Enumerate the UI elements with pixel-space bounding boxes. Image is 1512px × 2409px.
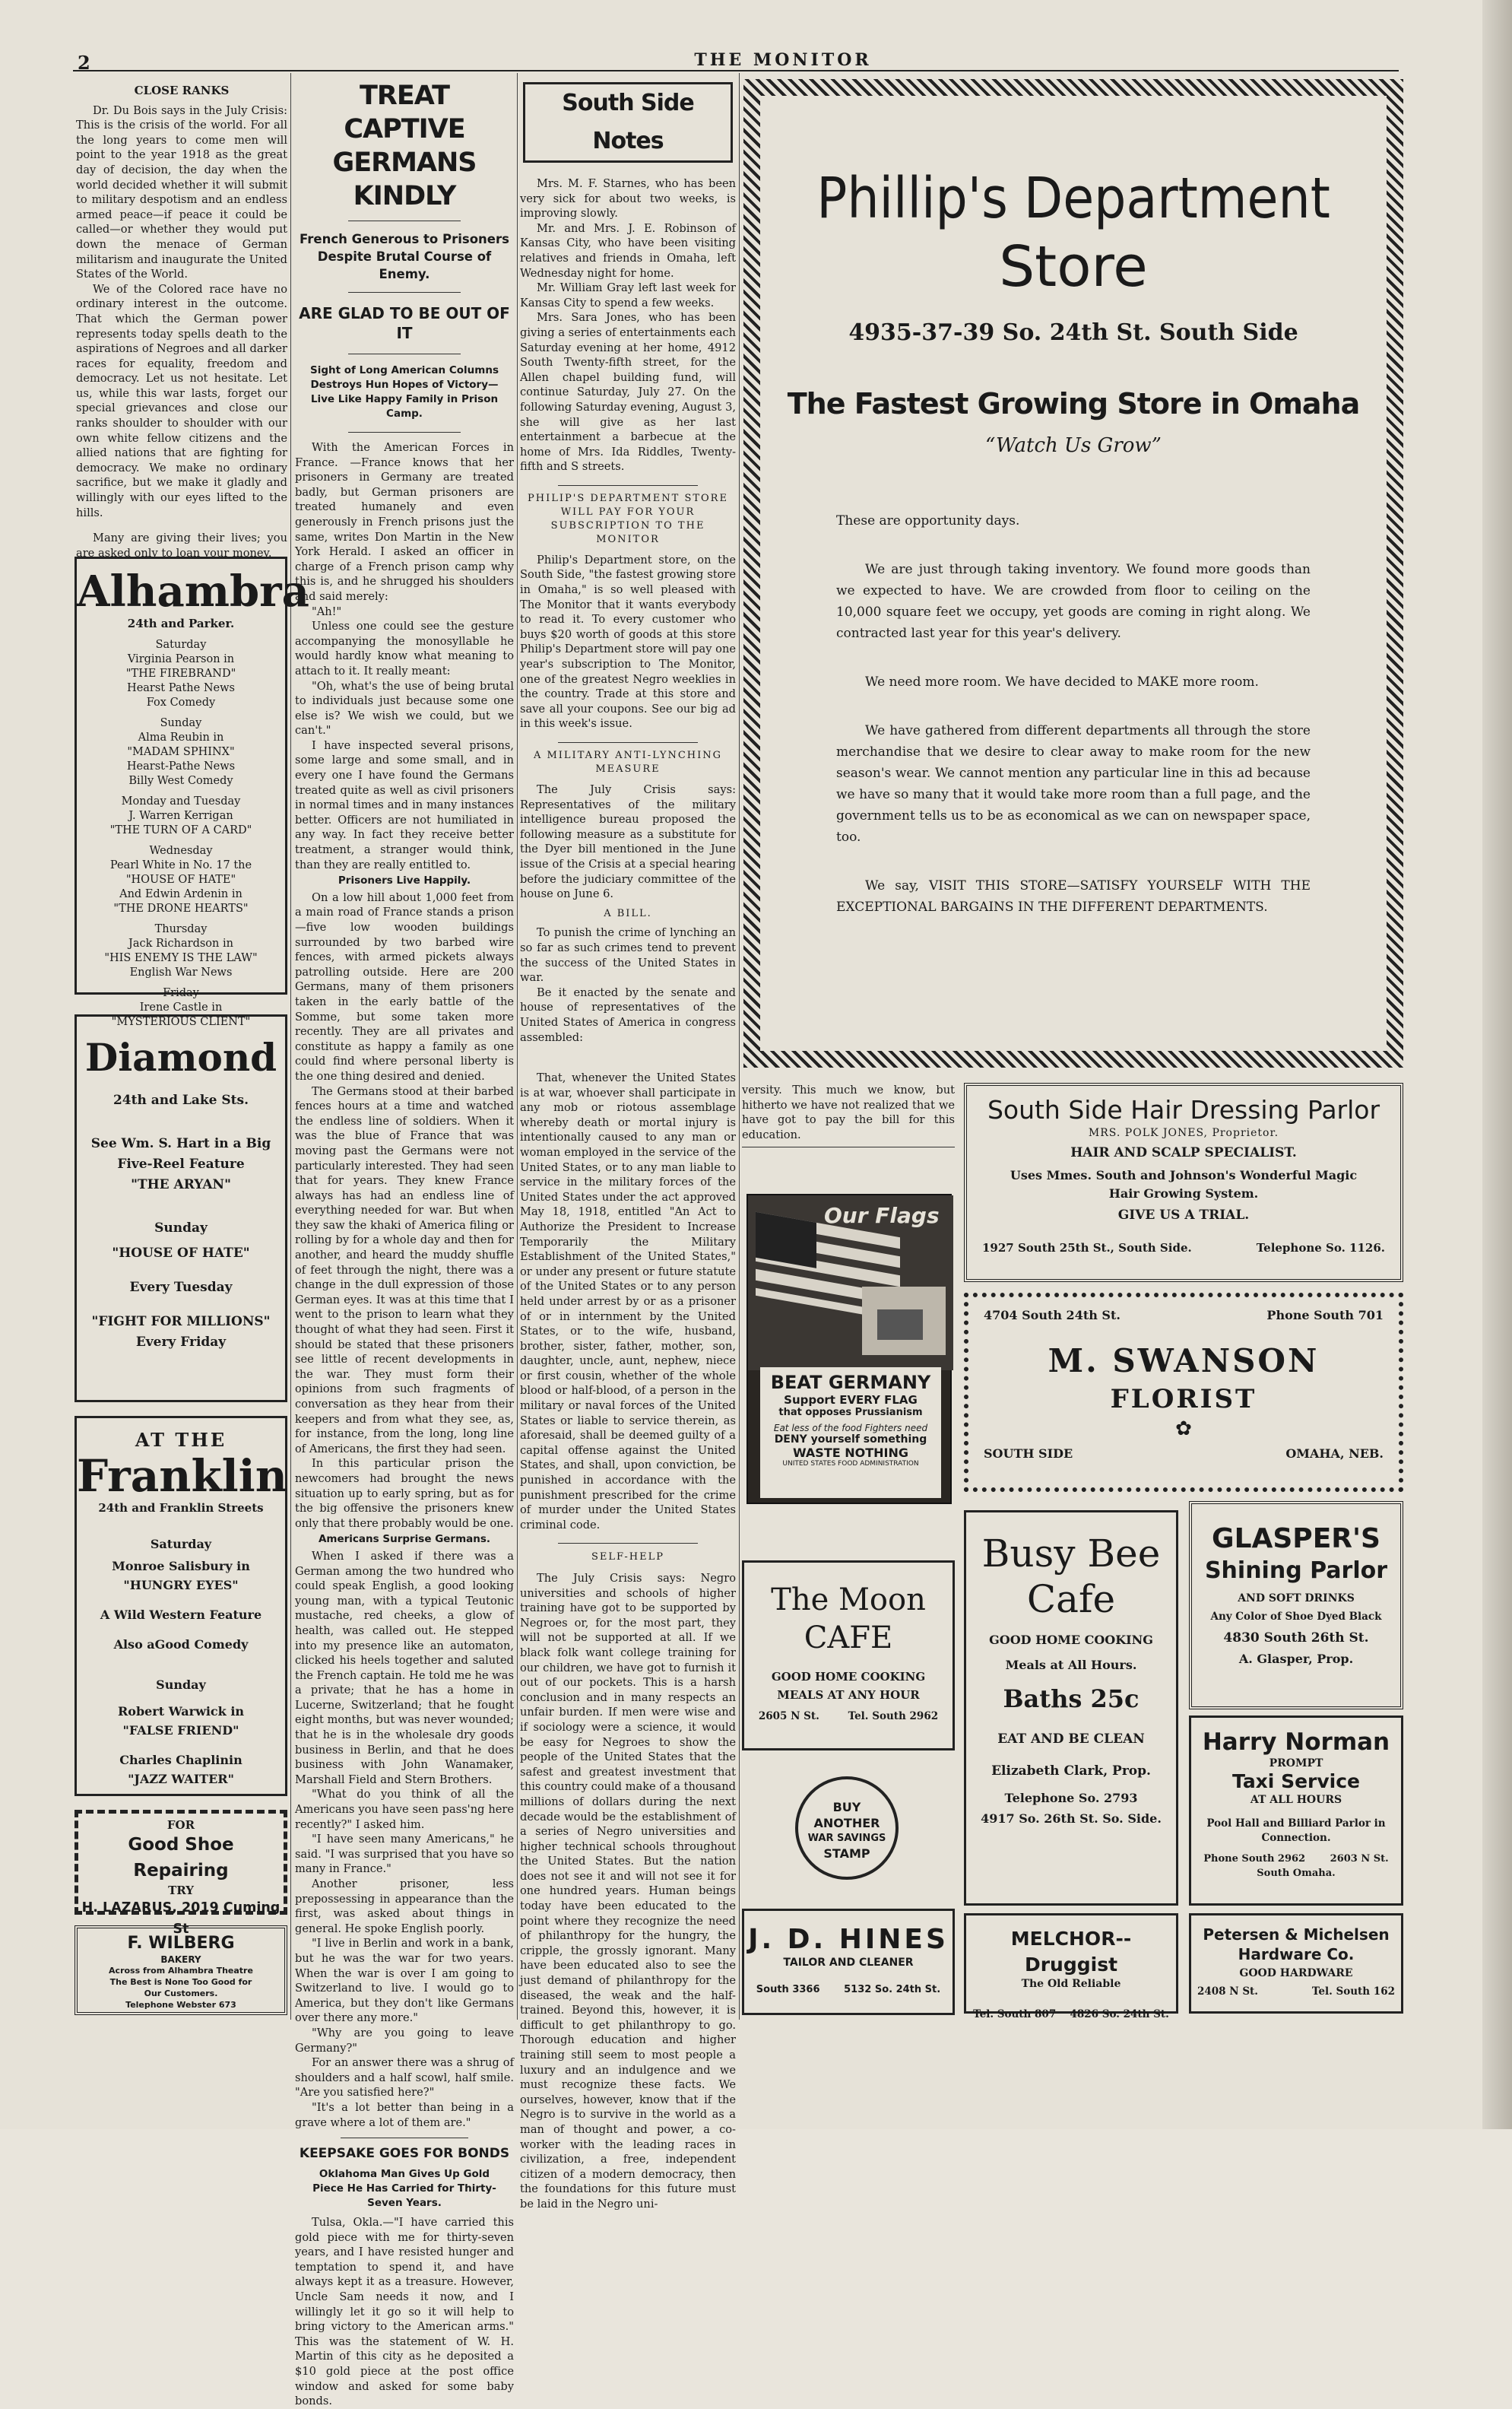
ad-contact: [984, 1308, 1384, 1322]
program-line: Sunday: [154, 1220, 208, 1236]
program-line: "HOUSE OF HATE": [125, 874, 236, 886]
article-title: CLOSE RANKS: [134, 84, 230, 97]
header-rule: [73, 70, 1399, 71]
lynching-bill-article: [520, 1071, 736, 2211]
poster-line: WASTE NOTHING: [792, 1446, 909, 1460]
ad-phone: Telephone So. 2793: [1004, 1791, 1138, 1805]
ad-line: Uses Mmes. South and Johnson's Wonderful Magic Hair Growing System.: [1010, 1168, 1358, 1201]
theater-name: Franklin: [77, 1450, 287, 1502]
badge-line: BUY: [832, 1800, 861, 1814]
article-subhead: Americans Surprise Germans.: [318, 1533, 491, 1546]
column-rule: [517, 73, 518, 2020]
ad-phone: Phone South 2962: [1203, 1853, 1306, 1865]
program-line: English War News: [129, 966, 233, 979]
ad-phone: Tel. South 162: [1311, 1985, 1395, 1998]
program-line: Alma Reubin in: [138, 732, 224, 744]
ad-line: South Omaha.: [1257, 1868, 1336, 1879]
theater-address: 24th and Franklin Streets: [98, 1501, 264, 1515]
ad-line: Across from Alhambra Theatre: [109, 1966, 253, 1976]
badge-line: STAMP: [823, 1846, 870, 1861]
program-line: Virginia Pearson in: [127, 653, 235, 665]
program-line: "JAZZ WAITER": [128, 1772, 234, 1786]
ad-headline: CAFE: [804, 1620, 893, 1655]
article-paragraph: In this particular prison the newcomers had brought the news situation up to early spring, but as for the big offensive the prisoners knew only that there probably would be one.: [295, 1457, 514, 1530]
ad-line: TAILOR AND CLEANER: [783, 1957, 914, 1969]
ad-line: AT ALL HOURS: [1250, 1794, 1342, 1806]
article-paragraph: When I asked if there was a German among the two hundred who could speak English, a good looking young man, with a typical Teutonic mustache, red cheeks, a glow of health, was called out. He stepped into my presence like an automaton, clicked his heels together and saluted the French captain. He told me he was a private; that he has a home in Lucerne, Switzerland; that he fought eight months, but was never wounded; that he is in the wholesale dry goods business in Berlin, and that he does business with John Wanamaker, Marshall Field and Stern Brothers.: [295, 1549, 515, 1786]
poster-line: DENY yourself something: [774, 1433, 927, 1446]
ad-headline: Busy Bee: [981, 1531, 1161, 1576]
ad-headline: Shining Parlor: [1204, 1557, 1388, 1584]
ad-line: MEALS AT ANY HOUR: [777, 1688, 920, 1702]
harry-norman-taxi-ad: [1189, 1716, 1403, 1906]
ad-address: 4830 South 26th St.: [1223, 1630, 1369, 1646]
article-paragraph: "Ah!": [312, 605, 342, 618]
ad-line: The Old Reliable: [1021, 1978, 1121, 1990]
article-headline: TREAT CAPTIVE: [344, 81, 465, 144]
south-side-notes-column: [520, 82, 736, 1071]
program-line: Billy West Comedy: [128, 775, 233, 787]
article-deck: French Generous to Prisoners Despite Brutal Course of Enemy.: [300, 232, 509, 281]
program-line: "FALSE FRIEND": [122, 1723, 239, 1738]
poster-line: UNITED STATES FOOD ADMINISTRATION: [782, 1460, 919, 1468]
program-line: "HOUSE OF HATE": [112, 1246, 250, 1261]
divider: [558, 742, 698, 743]
article-paragraph: With the American Forces in France. —France knows that her prisoners in Germany are treated badly, but German prisoners are treated humanely and even generously in French prisons just the same, writes Don Martin in the New York Herald. I asked an officer in charge of a French prison camp why this is, and he shrugged his shoulders and said merely:: [295, 441, 514, 603]
self-help-continuation: [742, 1083, 955, 1159]
franklin-ad: [74, 1416, 287, 1796]
alhambra-ad: [74, 557, 309, 1028]
theater-name: Diamond: [84, 1035, 277, 1080]
ad-contact: [744, 1710, 953, 1722]
badge-line: ANOTHER: [813, 1816, 880, 1830]
ad-line: Telephone Webster 673: [125, 2000, 236, 2010]
poster-caption: [760, 1367, 941, 1498]
ad-phone: South 3366: [756, 1984, 820, 1995]
poster-title: Our Flags: [824, 1203, 940, 1228]
store-slogan: The Fastest Growing Store in Omaha: [787, 387, 1360, 421]
glaspers-shining-parlor-ad: [1189, 1501, 1403, 1709]
program-line: Monday and Tuesday: [121, 795, 241, 808]
theater-program: [77, 638, 285, 1030]
program-line: Jack Richardson in: [128, 938, 233, 950]
program-line: "THE ARYAN": [131, 1177, 231, 1192]
program-line: "THE DRONE HEARTS": [113, 903, 249, 915]
ad-address: 1927 South 25th St., South Side.: [982, 1241, 1192, 1255]
article-paragraph: "It's a lot better than being in a grave where a lot of them are.": [295, 2100, 514, 2129]
ad-headline: F. WILBERG: [127, 1934, 235, 1953]
article-paragraph: To punish the crime of lynching an so far as such crimes tend to prevent the success of the United States in war.: [520, 926, 736, 985]
article-paragraph: We of the Colored race have no ordinary interest in the outcome. That which the German power represents today spells death to the aspirations of Negroes and all darker races for equality, freedom and democracy. Let us not hesitate. Let us, while this war lasts, forget our special grievances and close our ranks shoulder to shoulder with our own white fellow citizens and the allied nations that are fighting for democracy. We make no ordinary sacrifice, but we make it gladly and willingly with our eyes lifted to the hills.: [76, 282, 287, 519]
busy-bee-cafe-ad: [964, 1510, 1178, 1906]
ad-line: AND SOFT DRINKS: [1238, 1592, 1355, 1604]
ad-line: GIVE US A TRIAL.: [1117, 1208, 1250, 1223]
ad-headline: GLASPER'S: [1212, 1523, 1380, 1554]
ad-line: FOR: [166, 1818, 195, 1832]
poster-line: Eat less of the food Fighters need: [773, 1423, 928, 1433]
article-paragraph: "Why are you going to leave Germany?": [295, 2026, 514, 2055]
ad-contact: [744, 1984, 953, 1995]
article-deck: Oklahoma Man Gives Up Gold Piece He Has Carried for Thirty-Seven Years.: [312, 2168, 496, 2210]
ad-line: TRY: [168, 1884, 194, 1897]
program-line: Every Tuesday: [129, 1280, 233, 1295]
article-paragraph: The July Crisis says: Representatives of the military intelligence bureau proposed the following measure as a substitute for the Dyer bill mentioned in the June issue of the Crisis at a special hearing before the judiciary committee of the house on June 6.: [520, 783, 736, 901]
article-paragraph: Unless one could see the gesture accompanying the monosyllable he would hardly know what meaning to attach to it. It really meant:: [295, 620, 514, 678]
program-line: Pearl White in No. 17 the: [109, 859, 252, 871]
ad-line: BAKERY: [160, 1954, 201, 1965]
theater-name: Alhambra: [77, 567, 309, 617]
diamond-ad: [74, 1014, 287, 1402]
program-line: Sunday: [156, 1677, 206, 1692]
program-line: See Wm. S. Hart in a Big: [90, 1136, 271, 1151]
program-line: "FIGHT FOR MILLIONS": [91, 1314, 271, 1329]
ad-phone: Tel. South 807: [973, 2008, 1057, 2020]
program-line: "HIS ENEMY IS THE LAW": [104, 952, 258, 964]
ad-phone: Phone South 701: [1266, 1308, 1384, 1322]
theater-kicker: AT THE: [135, 1429, 227, 1451]
program-line: Charles Chaplinin: [119, 1753, 242, 1767]
ad-address: 2603 N St.: [1330, 1853, 1389, 1865]
article-paragraph: Dr. Du Bois says in the July Crisis: This is the crisis of the world. For all the long years to come men will point to the year 1918 as the great day of decision, the day when the world decided whether it will submit to military despotism and an endless armed peace—if peace it could be called—or whether they would put down the menace of German militarism and inaugurate the United States of the World.: [76, 103, 287, 281]
divider: [348, 292, 461, 293]
ad-line: Pool Hall and Billiard Parlor in Connection.: [1206, 1817, 1386, 1844]
ad-address: 2605 N St.: [758, 1710, 819, 1722]
article-paragraph: Philip's Department store, on the South Side, "the fastest growing store in Omaha," is so well pleased with The Monitor that it wants everybody to read it. To every customer who buys $20 worth of goods at this store Philip's Department store will pay one year's subscription to The Monitor, one of the greatest Negro weeklies in the country. Trade at this store and save all your coupons. See our big ad in this week's issue.: [520, 553, 736, 731]
section-title: South Side Notes: [523, 82, 733, 163]
ad-line: GOOD HARDWARE: [1239, 1967, 1353, 1979]
program-line: Saturday: [155, 639, 207, 651]
page-edge: [1482, 0, 1512, 2129]
page-number: 2: [78, 52, 90, 74]
article-paragraph: "I have seen many Americans," he said. "I was surprised that you have so many in France.": [295, 1833, 514, 1876]
ad-line: OMAHA, NEB.: [1285, 1446, 1384, 1461]
program-line: Fox Comedy: [146, 697, 216, 709]
moon-cafe-ad: [742, 1560, 955, 1750]
war-savings-stamp-badge: [795, 1776, 899, 1880]
article-paragraph: Another prisoner, less prepossessing in appearance than the first, was asked about things in general. He spoke English poorly.: [295, 1877, 514, 1935]
store-name: Phillip's Department: [816, 166, 1330, 231]
article-headline: SELF-HELP: [591, 1551, 665, 1563]
ad-contact: [1197, 1985, 1395, 1998]
program-line: Thursday: [154, 923, 208, 935]
article-paragraph: On a low hill about 1,000 feet from a main road of France stands a prison—five low wooden buildings surrounded by two barbed wire fences, with armed pickets always patrolling outside. Here are 200 Germans, many of them prisoners taken in the early battle of the Somme, but some taken more recently. They are all privates and constitute as happy a family as one could find where personal liberty is the one thing desired and denied.: [295, 890, 514, 1083]
flower-icon: ✿: [1175, 1417, 1192, 1440]
store-name: Store: [999, 234, 1148, 300]
article-paragraph: Tulsa, Okla.—"I have carried this gold piece with me for thirty-seven years, and I have resisted hunger and temptation to spend it, and have always kept it as a treasure. However, Uncle Sam needs it now, and I willingly let it go so it will help to bring victory to the American arms." This was the statement of W. H. Martin of this city as he deposited a $10 gold piece at the post office window and asked for some baby bonds.: [295, 2216, 514, 2408]
article-deck: Sight of Long American Columns Destroys Hun Hopes of Victory—Live Like Happy Family in Prison Camp.: [310, 364, 499, 420]
ad-address: 4917 So. 26th St. So. Side.: [981, 1811, 1162, 1826]
program-line: "HUNGRY EYES": [123, 1578, 239, 1592]
ad-headline: The Moon: [771, 1582, 926, 1617]
ad-address: 4826 So. 24th St.: [1070, 2008, 1169, 2020]
article-headline: KEEPSAKE GOES FOR BONDS: [299, 2146, 510, 2162]
ad-paragraph: We are just through taking inventory. We found more goods than we expected to have. We are crowded from floor to ceiling on the 10,000 square feet we occupy, yet goods are coming in right along. We contracted last year for this year's delivery.: [836, 562, 1311, 641]
captive-germans-article: [295, 79, 515, 2408]
ad-line: HAIR AND SCALP SPECIALIST.: [1070, 1145, 1297, 1160]
poster-line: Support EVERY FLAG: [784, 1393, 918, 1407]
phillips-department-store-ad: [743, 79, 1403, 1068]
ad-phone: Telephone So. 1126.: [1256, 1241, 1385, 1255]
petersen-michelsen-hardware-ad: [1189, 1913, 1403, 2014]
ad-paragraph: We have gathered from different departments all through the store merchandise that we desire to clear away to make room for the new season's wear. We cannot mention any particular line in this ad because we have so many that it would take more room than a full page, and the government tells us to be as economical as we can on newspaper space, too.: [836, 723, 1311, 845]
hines-tailor-ad: [742, 1909, 955, 2015]
program-line: Wednesday: [149, 845, 213, 857]
program-line: Friday: [163, 987, 199, 999]
ad-line: EAT AND BE CLEAN: [997, 1731, 1145, 1747]
ad-headline: H. LAZARUS, 2019 Cuming St: [81, 1900, 281, 1937]
ad-headline: FLORIST: [1110, 1384, 1257, 1414]
shoe-repair-ad: [74, 1810, 287, 1937]
article-paragraph: The Germans stood at their barbed fences hours at a time and watched the endless line of soldiers. When it was the blue of France that was moving past the Germans were not particularly interested. They had seen that for years. They knew France always has had an endless line of everything needed for war. But when they saw the khaki of America filing or rolling by for a whole day and then for another, and heard the muddy shuffle of feet through the night, there was a change in the dull expression of those German eyes. It was at this time that I went to the prison to learn what they thought of what they had seen. First it should be stated that these prisoners see little of recent developments in the war. They must form their opinions from such fragments of conversation as they hear from their keepers and from what they see, as, for instance, from the long, long line of Americans, the first they had seen.: [295, 1084, 514, 1455]
article-paragraph: "What do you think of all the Americans you have seen pass'ng here recently?" I asked him.: [295, 1788, 514, 1831]
ad-line: GOOD HOME COOKING: [771, 1670, 926, 1684]
program-line: Robert Warwick in: [117, 1704, 245, 1719]
article-paragraph: Be it enacted by the senate and house of representatives of the United States of America in congress assembled:: [520, 986, 736, 1044]
article-paragraph: The July Crisis says: Negro universities and schools of higher training have got to be supported by Negroes or, for the most part, they will not be supported at all. If we black folk want college training for our children, we have got to furnish it out of our pockets. This is a harsh conclusion and in many respects an unfair burden. If men were wise and if sociology were a science, it would be easy for Negroes to show the people of the United States that the safest and greatest investment that this country could make of a thousand millions of dollars during the next decade would be the establishment of a series of Negro universities and higher technical schools throughout the United States. But the nation does not see it and will not see it for one hundred years. Human beings today have been educated to the point where they recognize the need of philanthropy for the hungry, the cripple, the grossly ignorant. Many have been educated also to see the just demand of philanthropy for the diseased, the weak and the half-trained. Beyond this, however, it is difficult to get philanthropy to go. Thorough education and higher training still seem to most people a luxury and an indulgence and we must recognize these facts. We ourselves, however, know that if the Negro is to survive in the world as a man of thought and power, a co-worker with the leading races in civilization, a free, independent citizen of a modern democracy, then the foundations for this future must be laid in the Negro uni-: [520, 1572, 736, 2211]
divider: [558, 485, 698, 486]
swanson-florist-ad: [964, 1293, 1403, 1492]
program-line: "MADAM SPHINX": [127, 746, 235, 758]
ad-contact: [1191, 1853, 1401, 1865]
article-headline: A MILITARY ANTI-LYNCHING MEASURE: [533, 750, 723, 775]
ad-line: PROMPT: [1269, 1757, 1323, 1769]
ad-line: A. Glasper, Prop.: [1238, 1652, 1354, 1666]
program-line: "THE TURN OF A CARD": [109, 824, 252, 836]
program-line: J. Warren Kerrigan: [128, 810, 233, 822]
divider: [558, 1543, 698, 1544]
poster-line: BEAT GERMANY: [770, 1372, 931, 1393]
ad-line: SOUTH SIDE: [984, 1446, 1073, 1461]
ad-contact: [982, 1241, 1385, 1255]
ad-headline: Cafe: [1026, 1577, 1116, 1621]
melchor-druggist-ad: [964, 1913, 1178, 2020]
theater-address: 24th and Lake Sts.: [113, 1093, 249, 1108]
program-line: "THE FIREBRAND": [125, 668, 236, 680]
store-address: 4935-37-39 So. 24th St. South Side: [848, 319, 1298, 346]
news-note: Mr. William Gray left last week for Kansas City to spend a few weeks.: [520, 281, 736, 309]
program-line: Every Friday: [135, 1335, 227, 1350]
ad-line: Our Customers.: [144, 1988, 218, 1998]
column-rule: [290, 73, 291, 2020]
article-subhead: Prisoners Live Happily.: [338, 874, 471, 887]
ad-line: The Best is None Too Good for: [109, 1977, 252, 1987]
program-line: "MYSTERIOUS CLIENT": [111, 1016, 251, 1028]
ad-paragraph: We need more room. We have decided to MAKE more room.: [865, 674, 1259, 690]
program-line: Also aGood Comedy: [113, 1637, 249, 1652]
news-note: Mr. and Mrs. J. E. Robinson of Kansas City, who have been visiting relatives and friends in Omaha, left Wednesday night for home.: [520, 221, 736, 280]
theater-address: 24th and Parker.: [127, 617, 235, 630]
article-paragraph: "Oh, what's the use of being brutal to individuals just because some one else is? We wish we could, but we can't.": [295, 679, 514, 738]
news-note: Mrs. M. F. Starnes, who has been very sick for about two weeks, is improving slowly.: [520, 177, 736, 221]
ad-phone: Tel. South 2962: [848, 1710, 939, 1722]
ad-footer: [984, 1446, 1384, 1461]
badge-line: WAR SAVINGS: [807, 1833, 886, 1844]
ad-headline: Good Shoe Repairing: [128, 1835, 234, 1881]
ad-body: [836, 510, 1311, 918]
theater-program: [77, 1535, 285, 1788]
article-subhead: A BILL.: [604, 907, 652, 919]
ad-headline: MELCHOR--Druggist: [1010, 1928, 1132, 1976]
article-headline: PHILIP'S DEPARTMENT STORE WILL PAY FOR YOUR SUBSCRIPTION TO THE MONITOR: [528, 492, 728, 545]
ad-headline: Taxi Service: [1231, 1770, 1361, 1792]
program-line: Irene Castle in: [139, 1001, 223, 1014]
article-headline: GERMANS KINDLY: [332, 148, 477, 211]
ad-headline: M. SWANSON: [1048, 1342, 1320, 1379]
close-ranks-article: [76, 84, 287, 560]
ad-headline: Hardware Co.: [1238, 1945, 1355, 1963]
article-paragraph: I have inspected several prisons, some large and some small, and in every one I have found the Germans treated quite as well as civil prisoners in normal times and in many instances better. Officers are not humiliated in any way. In fact they receive better treatment, a stranger would think, than they are really entitled to.: [295, 738, 514, 871]
ad-headline: Baths 25c: [1003, 1684, 1140, 1713]
theater-program: [77, 1134, 285, 1353]
ad-paragraph: These are opportunity days.: [836, 513, 1020, 528]
article-paragraph: "I live in Berlin and work in a bank, but he was the war for two years. When the war is over I am going to Switzerland to live. I would go to America, but they don't like Germans over there any more.": [295, 1937, 514, 2025]
ad-headline: Petersen & Michelsen: [1203, 1925, 1390, 1944]
article-paragraph: versity. This much we know, but hitherto we have not realized that we have got to pay the bill for this education.: [742, 1084, 955, 1141]
program-line: Sunday: [160, 717, 202, 729]
ad-line: MRS. POLK JONES, Proprietor.: [1088, 1127, 1279, 1139]
ad-paragraph: We say, VISIT THIS STORE—SATISFY YOURSELF WITH THE EXCEPTIONAL BARGAINS IN THE DIFFERENT DEPARTMENTS.: [836, 878, 1311, 915]
wilberg-bakery-ad: [74, 1925, 287, 2015]
masthead-title: THE MONITOR: [694, 50, 872, 70]
ad-line: Meals at All Hours.: [1005, 1658, 1137, 1672]
program-line: Five-Reel Feature: [117, 1157, 245, 1172]
program-line: Hearst Pathe News: [127, 682, 235, 694]
ad-address: 4704 South 24th St.: [984, 1308, 1121, 1322]
ad-line: Any Color of Shoe Dyed Black: [1210, 1611, 1382, 1623]
program-line: Hearst-Pathe News: [126, 760, 236, 773]
program-line: Saturday: [150, 1537, 212, 1551]
ad-contact: [966, 2008, 1176, 2020]
food-administration-poster: [746, 1194, 952, 1504]
ad-line: GOOD HOME COOKING: [989, 1633, 1153, 1647]
program-line: Monroe Salisbury in: [112, 1559, 250, 1573]
store-motto: “Watch Us Grow”: [985, 434, 1162, 457]
program-line: And Edwin Ardenin in: [119, 888, 242, 900]
column-rule: [739, 73, 740, 2020]
program-line: A Wild Western Feature: [100, 1608, 262, 1622]
hair-dressing-parlor-ad: [964, 1083, 1403, 1282]
article-paragraph: That, whenever the United States is at war, whoever shall participate in any mob or riotous assemblage whereby death or mortal injury is intentionally caused to any man or woman employed in the service of the United States, or to any man liable to service in the military forces of the United States under the act approved May 18, 1918, entitled "An Act to Authorize the President to Increase Temporarily the Military Establishment of the United States," or under any present or future statute of the United States or to any person held under arrest by or as a prisoner of or in internment by the United States, or to the wife, husband, brother, sister, father, mother, son, daughter, uncle, aunt, nephew, niece or first cousin, whether of the whole blood or half-blood, of a person in the military or naval forces of the United States or liable to service therein, as aforesaid, shall be deemed guilty of a capital offense against the United States, and shall, upon conviction, be punished in accordance with the punishment prescribed for the crime of murder under the United States criminal code.: [520, 1071, 736, 1531]
ad-headline: Harry Norman: [1202, 1728, 1390, 1756]
ad-headline: J. D. HINES: [748, 1924, 949, 1955]
ad-address: 5132 So. 24th St.: [844, 1984, 941, 1995]
ad-headline: South Side Hair Dressing Parlor: [987, 1095, 1380, 1125]
divider: [348, 432, 461, 433]
article-paragraph: For an answer there was a shrug of shoulders and a half scowl, half smile. "Are you satisfied here?": [295, 2056, 514, 2100]
news-note: Mrs. Sara Jones, who has been giving a series of entertainments each Saturday evening at her home, 4912 South Twenty-fifth street, for the Allen chapel building fund, will continue Saturday, July 27. On the following Saturday evening, August 3, she will give as her last entertainment a barbecue at the home of Mrs. Ida Riddles, Twenty-fifth and S streets.: [520, 311, 736, 474]
ad-line: Elizabeth Clark, Prop.: [991, 1763, 1151, 1779]
poster-line: that opposes Prussianism: [778, 1407, 923, 1418]
article-paragraph: Many are giving their lives; you are asked only to loan your money.: [76, 532, 287, 560]
article-deck: ARE GLAD TO BE OUT OF IT: [299, 304, 510, 342]
ad-address: 2408 N St.: [1197, 1985, 1258, 1998]
